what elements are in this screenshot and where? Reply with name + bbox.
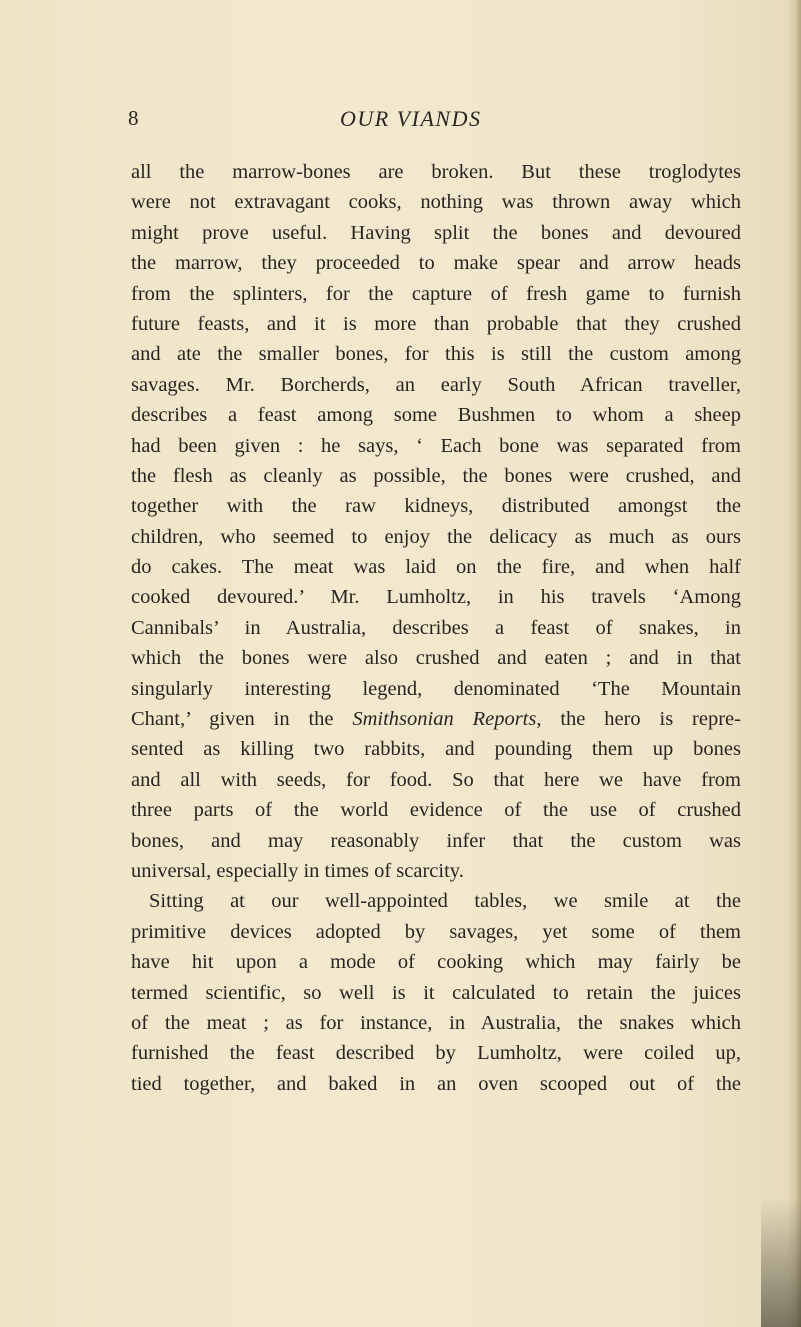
text-line: Sitting at our well-appointed tables, we smile at the bbox=[149, 890, 741, 913]
text-line: primitive devices adopted by savages, yet some of them bbox=[131, 920, 741, 943]
text-line: which the bones were also crushed and eaten ; and in that bbox=[131, 647, 741, 670]
text-line: have hit upon a mode of cooking which may fairly be bbox=[131, 951, 741, 974]
text-line: sented as killing two rabbits, and pounding them up bones bbox=[131, 738, 741, 761]
text-line: from the splinters, for the capture of fresh game to furnish bbox=[131, 282, 741, 305]
text-line: had been given : he says, ‘ Each bone was separated from bbox=[131, 434, 741, 457]
text-line: singularly interesting legend, denominated ‘The Mountain bbox=[131, 677, 741, 700]
text-segment: Chant,’ given in the bbox=[131, 708, 353, 731]
text-line: savages. Mr. Borcherds, an early South African traveller, bbox=[131, 373, 741, 396]
text-line: three parts of the world evidence of the use of crushed bbox=[131, 799, 741, 822]
page-number: 8 bbox=[128, 106, 139, 130]
text-line: and all with seeds, for food. So that here we have from bbox=[131, 768, 741, 791]
text-segment: , the hero is repre- bbox=[536, 708, 741, 731]
text-line: universal, especially in times of scarcity. bbox=[131, 859, 464, 882]
page-edge-shadow bbox=[787, 0, 801, 1327]
text-line: tied together, and baked in an oven scooped out of the bbox=[131, 1072, 741, 1095]
text-line: future feasts, and it is more than probable that they crushed bbox=[131, 312, 741, 335]
text-line: all the marrow-bones are broken. But these troglodytes bbox=[131, 161, 741, 183]
text-line: and ate the smaller bones, for this is still the custom among bbox=[131, 343, 741, 366]
text-line: children, who seemed to enjoy the delicacy as much as ours bbox=[131, 525, 741, 548]
text-line: furnished the feast described by Lumholtz, were coiled up, bbox=[131, 1042, 741, 1065]
text-line bbox=[131, 704, 741, 734]
text-line: cooked devoured.’ Mr. Lumholtz, in his travels ‘Among bbox=[131, 586, 741, 609]
page-corner-shadow bbox=[761, 1197, 801, 1327]
text-line: Cannibals’ in Australia, describes a feast of snakes, in bbox=[131, 616, 741, 639]
text-line: bones, and may reasonably infer that the custom was bbox=[131, 829, 741, 852]
running-head-title: OUR VIANDS bbox=[340, 106, 482, 131]
text-line: might prove useful. Having split the bones and devoured bbox=[131, 221, 741, 244]
text-line: together with the raw kidneys, distributed amongst the bbox=[131, 495, 741, 518]
text-line: of the meat ; as for instance, in Australia, the snakes which bbox=[131, 1011, 741, 1034]
text-line: do cakes. The meat was laid on the fire, and when half bbox=[131, 556, 741, 579]
text-line: the marrow, they proceeded to make spear and arrow heads bbox=[131, 252, 741, 275]
text-line: describes a feast among some Bushmen to whom a sheep bbox=[131, 404, 741, 427]
italic-title: Smithsonian Reports bbox=[352, 708, 537, 731]
text-line: termed scientific, so well is it calculated to retain the juices bbox=[131, 981, 741, 1004]
body-text bbox=[131, 157, 741, 1099]
text-line: were not extravagant cooks, nothing was thrown away which bbox=[131, 191, 741, 214]
running-head bbox=[128, 106, 738, 140]
text-line: the flesh as cleanly as possible, the bones were crushed, and bbox=[131, 464, 741, 487]
